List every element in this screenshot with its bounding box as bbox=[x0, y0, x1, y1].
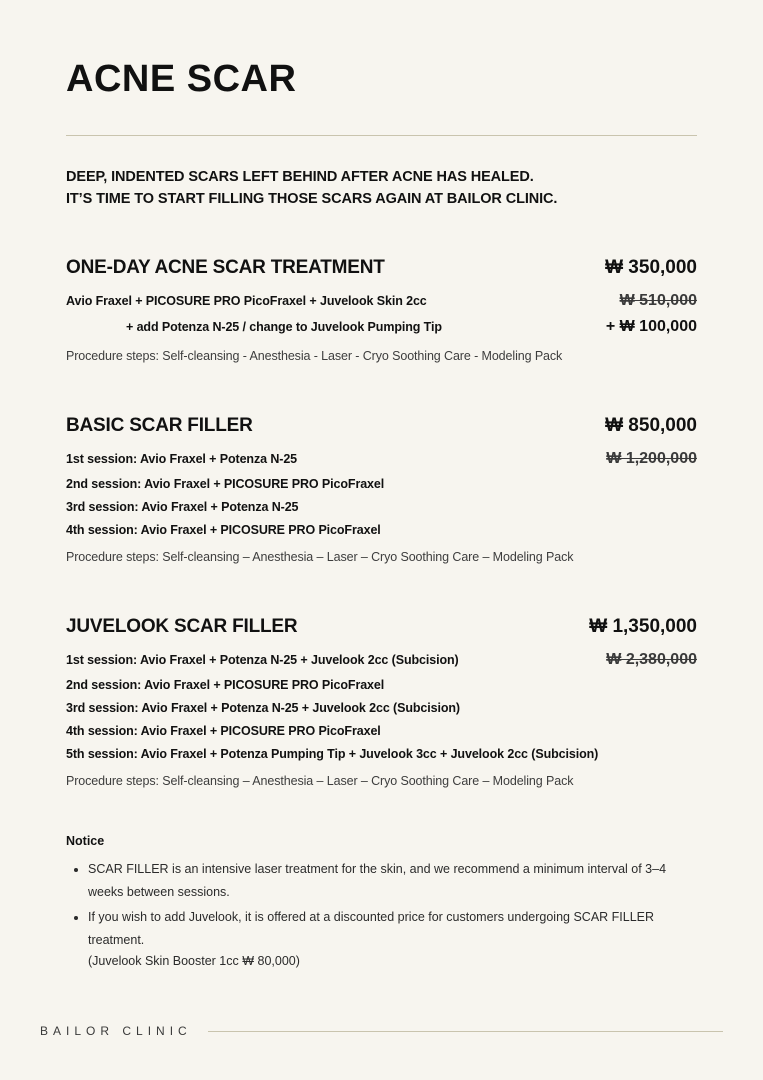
price-column bbox=[547, 616, 697, 638]
section-juvelook-scar-filler bbox=[66, 616, 697, 788]
price-original: ₩ 510,000 bbox=[619, 291, 697, 309]
section-addon-row bbox=[66, 318, 697, 336]
section-title: ONE-DAY ACNE SCAR TREATMENT bbox=[66, 256, 385, 278]
footer-divider bbox=[208, 1031, 723, 1032]
price-column bbox=[547, 257, 697, 279]
price-column bbox=[547, 415, 697, 437]
section-header bbox=[66, 616, 697, 638]
section-line: 4th session: Avio Fraxel + PICOSURE PRO PicoFraxel bbox=[66, 522, 381, 537]
section-detail: Avio Fraxel + PICOSURE PRO PicoFraxel + Juvelook Skin 2cc bbox=[66, 293, 427, 308]
section-line: 3rd session: Avio Fraxel + Potenza N-25 + Juvelook 2cc (Subcision) bbox=[66, 700, 460, 715]
section-basic-scar-filler bbox=[66, 415, 697, 564]
notice-title: Notice bbox=[66, 833, 105, 848]
section-title: BASIC SCAR FILLER bbox=[66, 414, 253, 436]
section-header bbox=[66, 257, 697, 279]
page-footer bbox=[0, 1024, 763, 1038]
section-procedure-steps: Procedure steps: Self-cleansing – Anesthesia – Laser – Cryo Soothing Care – Modeling Pack bbox=[66, 549, 574, 564]
section-addon-label: + add Potenza N-25 / change to Juvelook Pumping Tip bbox=[126, 319, 442, 334]
price-original: ₩ 1,200,000 bbox=[606, 449, 697, 467]
section-line: 3rd session: Avio Fraxel + Potenza N-25 bbox=[66, 499, 299, 514]
section-line: 2nd session: Avio Fraxel + PICOSURE PRO PicoFraxel bbox=[66, 476, 385, 491]
notice-item: • If you wish to add Juvelook, it is offered at a discounted price for customers undergoing SCAR FILLER treatment. bbox=[88, 906, 697, 952]
section-header bbox=[66, 415, 697, 437]
section-addon-price: + ₩ 100,000 bbox=[605, 317, 697, 335]
section-one-day-acne-scar-treatment bbox=[66, 257, 697, 363]
section-line: 1st session: Avio Fraxel + Potenza N-25 bbox=[66, 451, 298, 466]
notice-block bbox=[66, 834, 697, 969]
notice-item: • SCAR FILLER is an intensive laser treatment for the skin, and we recommend a minimum interval of 3–4 weeks between sessions. bbox=[88, 858, 697, 904]
section-line: 1st session: Avio Fraxel + Potenza N-25 + Juvelook 2cc (Subcision) bbox=[66, 652, 459, 667]
notice-subnote: (Juvelook Skin Booster 1cc ₩ 80,000) bbox=[88, 954, 300, 969]
lede-line-2: IT’S TIME TO START FILLING THOSE SCARS AGAIN AT BAILOR CLINIC. bbox=[66, 191, 558, 208]
section-detail-row bbox=[66, 287, 697, 310]
section-line-row bbox=[66, 445, 697, 468]
section-procedure-steps: Procedure steps: Self-cleansing - Anesthesia - Laser - Cryo Soothing Care - Modeling Pack bbox=[66, 348, 563, 363]
title-divider bbox=[66, 135, 697, 136]
notice-list bbox=[66, 858, 697, 953]
section-title: JUVELOOK SCAR FILLER bbox=[66, 615, 298, 637]
lede-line-1: DEEP, INDENTED SCARS LEFT BEHIND AFTER ACNE HAS HEALED. bbox=[66, 169, 534, 185]
price-current: ₩ 350,000 bbox=[605, 256, 697, 278]
price-original: ₩ 2,380,000 bbox=[606, 650, 697, 668]
price-current: ₩ 1,350,000 bbox=[589, 615, 697, 637]
page-title: ACNE SCAR bbox=[66, 58, 297, 100]
lede-block bbox=[66, 166, 697, 211]
section-line-row bbox=[66, 646, 697, 669]
section-line: 5th session: Avio Fraxel + Potenza Pumping Tip + Juvelook 3cc + Juvelook 2cc (Subcision) bbox=[66, 746, 599, 761]
section-procedure-steps: Procedure steps: Self-cleansing – Anesthesia – Laser – Cryo Soothing Care – Modeling Pack bbox=[66, 773, 574, 788]
price-current: ₩ 850,000 bbox=[605, 414, 697, 436]
section-line: 4th session: Avio Fraxel + PICOSURE PRO PicoFraxel bbox=[66, 723, 381, 738]
section-line: 2nd session: Avio Fraxel + PICOSURE PRO PicoFraxel bbox=[66, 677, 385, 692]
brand-name: BAILOR CLINIC bbox=[40, 1024, 192, 1038]
